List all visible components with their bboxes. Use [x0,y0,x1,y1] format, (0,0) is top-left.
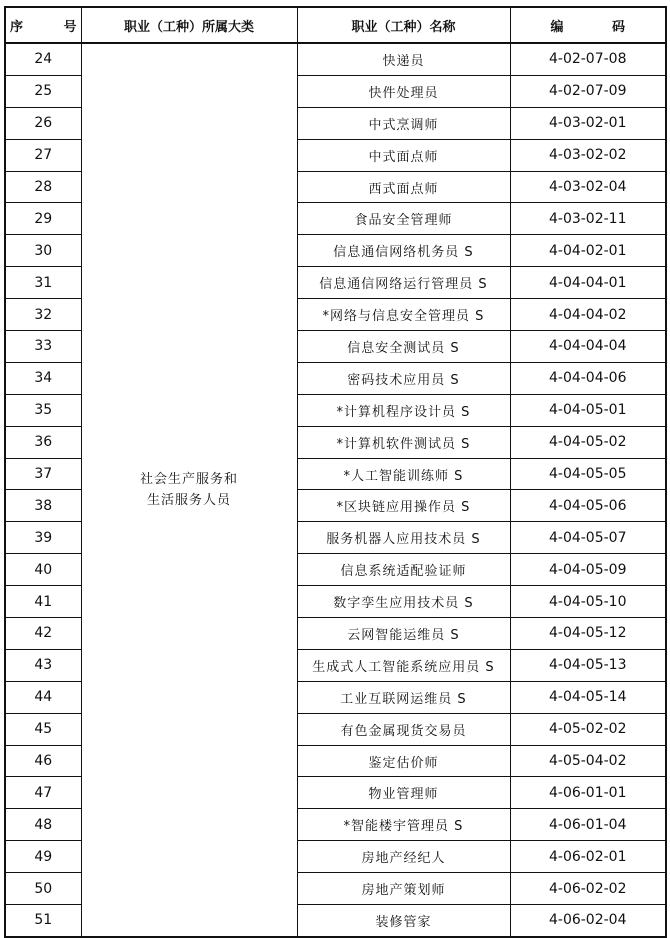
occupation-code-cell: 4-04-05-01 [510,394,666,426]
category-cell [81,43,297,937]
occupation-code-cell: 4-04-04-02 [510,299,666,331]
serial-number-cell: 41 [5,586,81,618]
occupation-code-cell: 4-04-04-04 [510,331,666,363]
occupation-code-cell: 4-04-05-06 [510,490,666,522]
serial-number-cell: 25 [5,75,81,107]
table-header [5,7,666,43]
serial-number-cell: 43 [5,649,81,681]
occupation-code-cell: 4-03-02-11 [510,203,666,235]
serial-number-cell: 24 [5,43,81,75]
occupation-name-cell: 工业互联网运维员 S [297,681,510,713]
occupation-name-cell: 装修管家 [297,905,510,937]
serial-number-cell: 26 [5,107,81,139]
occupation-name-cell: 云网智能运维员 S [297,618,510,650]
serial-number-cell: 47 [5,777,81,809]
occupation-name-cell: 密码技术应用员 S [297,362,510,394]
occupation-code-cell: 4-04-04-01 [510,267,666,299]
serial-number-cell: 30 [5,235,81,267]
occupation-name-cell: 有色金属现货交易员 [297,713,510,745]
occupation-code-cell: 4-05-04-02 [510,745,666,777]
occupation-name-cell: 生成式人工智能系统应用员 S [297,649,510,681]
serial-number-cell: 32 [5,299,81,331]
occupation-table [4,6,667,938]
occupation-code-cell: 4-04-05-02 [510,426,666,458]
serial-number-cell: 44 [5,681,81,713]
occupation-name-cell: 快递员 [297,43,510,75]
occupation-name-cell: 物业管理师 [297,777,510,809]
serial-number-cell: 34 [5,362,81,394]
serial-number-cell: 49 [5,841,81,873]
serial-number-cell: 28 [5,171,81,203]
occupation-code-cell: 4-06-02-02 [510,873,666,905]
occupation-code-cell: 4-04-05-12 [510,618,666,650]
occupation-name-cell: 信息通信网络机务员 S [297,235,510,267]
occupation-code-cell: 4-03-02-04 [510,171,666,203]
serial-number-cell: 29 [5,203,81,235]
occupation-code-cell: 4-06-01-04 [510,809,666,841]
occupation-code-cell: 4-06-02-04 [510,905,666,937]
occupation-code-cell: 4-03-02-02 [510,139,666,171]
serial-number-cell: 39 [5,522,81,554]
occupation-name-cell: *计算机程序设计员 S [297,394,510,426]
category-line-2: 生活服务人员 [146,492,231,508]
serial-number-cell: 46 [5,745,81,777]
occupation-name-cell: *人工智能训练师 S [297,458,510,490]
serial-number-cell: 42 [5,618,81,650]
occupation-code-cell: 4-04-05-05 [510,458,666,490]
table-row [5,43,666,75]
serial-number-cell: 31 [5,267,81,299]
occupation-code-cell: 4-04-05-07 [510,522,666,554]
occupation-name-cell: *计算机软件测试员 S [297,426,510,458]
occupation-code-cell: 4-06-01-01 [510,777,666,809]
serial-number-cell: 36 [5,426,81,458]
occupation-code-cell: 4-04-04-06 [510,362,666,394]
occupation-code-cell: 4-04-05-10 [510,586,666,618]
occupation-name-cell: 信息通信网络运行管理员 S [297,267,510,299]
occupation-code-cell: 4-05-02-02 [510,713,666,745]
occupation-name-cell: *智能楼宇管理员 S [297,809,510,841]
occupation-code-cell: 4-06-02-01 [510,841,666,873]
occupation-name-cell: *网络与信息安全管理员 S [297,299,510,331]
occupation-name-cell: 鉴定估价师 [297,745,510,777]
serial-number-cell: 40 [5,554,81,586]
occupation-name-cell: 服务机器人应用技术员 S [297,522,510,554]
serial-number-cell: 50 [5,873,81,905]
serial-number-cell: 35 [5,394,81,426]
header-serial-number: 序 号 [5,7,81,43]
occupation-name-cell: 房地产经纪人 [297,841,510,873]
serial-number-cell: 48 [5,809,81,841]
occupation-code-cell: 4-04-05-09 [510,554,666,586]
occupation-name-cell: 房地产策划师 [297,873,510,905]
occupation-name-cell: 中式面点师 [297,139,510,171]
header-code: 编 码 [510,7,666,43]
occupation-code-cell: 4-03-02-01 [510,107,666,139]
occupation-name-cell: 食品安全管理师 [297,203,510,235]
occupation-code-cell: 4-04-02-01 [510,235,666,267]
serial-number-cell: 38 [5,490,81,522]
header-row [5,7,666,43]
header-occupation-name: 职业（工种）名称 [297,7,510,43]
occupation-name-cell: 西式面点师 [297,171,510,203]
occupation-name-cell: 数字孪生应用技术员 S [297,586,510,618]
category-line-1: 社会生产服务和 [139,471,238,487]
occupation-name-cell: 中式烹调师 [297,107,510,139]
table-body [5,43,666,937]
serial-number-cell: 37 [5,458,81,490]
occupation-code-cell: 4-04-05-13 [510,649,666,681]
occupation-code-cell: 4-02-07-09 [510,75,666,107]
occupation-code-cell: 4-02-07-08 [510,43,666,75]
serial-number-cell: 51 [5,905,81,937]
serial-number-cell: 27 [5,139,81,171]
occupation-table-container [4,6,667,938]
occupation-code-cell: 4-04-05-14 [510,681,666,713]
header-category: 职业（工种）所属大类 [81,7,297,43]
occupation-name-cell: 信息系统适配验证师 [297,554,510,586]
occupation-name-cell: 信息安全测试员 S [297,331,510,363]
serial-number-cell: 33 [5,331,81,363]
serial-number-cell: 45 [5,713,81,745]
occupation-name-cell: 快件处理员 [297,75,510,107]
occupation-name-cell: *区块链应用操作员 S [297,490,510,522]
